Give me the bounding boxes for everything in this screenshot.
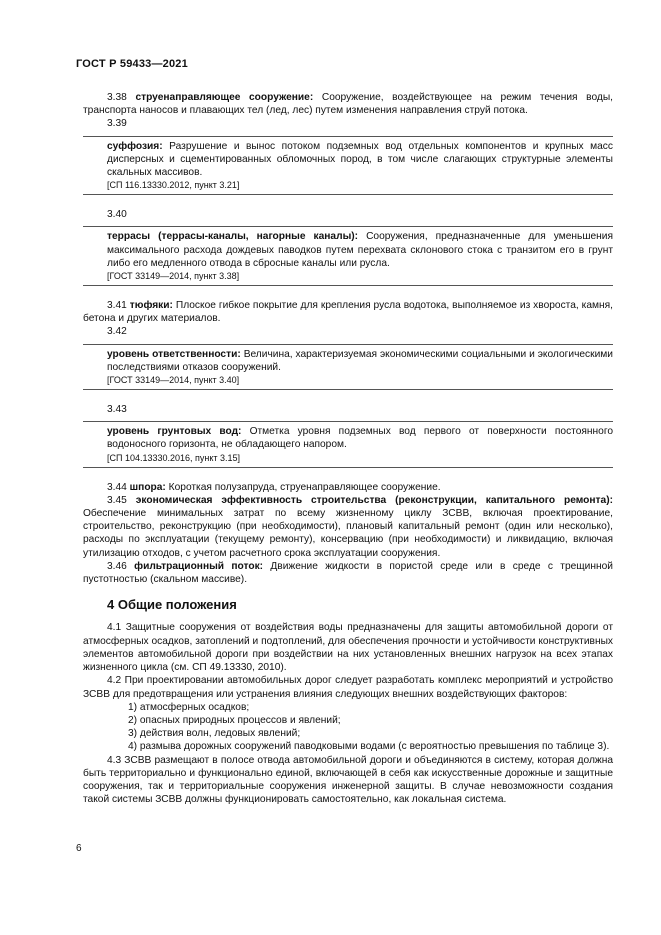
term-3-38 bbox=[83, 91, 613, 117]
term-definition: Короткая полузапруда, струенаправляющее сооружение. bbox=[168, 481, 441, 493]
term-source: [ГОСТ 33149—2014, пункт 3.38] bbox=[107, 271, 240, 282]
term-definition: Движение жидкости в пористой среде или в среде с трещинной пустотностью (скальном массиве). bbox=[83, 560, 613, 586]
term-number-3-42: 3.42 bbox=[107, 326, 127, 338]
term-number: 3.44 bbox=[107, 481, 127, 493]
paragraph-4-3: 4.3 ЗСВВ размещают в полосе отвода автомобильной дороги и объединяются в систему, которая должна быть территориально и функционально единой, включающей в себя как искусственные дорожные и защитные сооружения, так и территориальные сооружения инженерной защиты. В случае невозможности создания такой системы ЗСВВ должны функционировать самостоятельно, как локальная система. bbox=[83, 754, 613, 806]
term-name: уровень ответственности: bbox=[107, 348, 241, 360]
paragraph-4-1: 4.1 Защитные сооружения от воздействия воды предназначены для защиты автомобильной дороги от атмосферных осадков, затоплений и подтоплений, для обеспечения прочности и устойчивости конструктивных элементов автомобильной дороги при воздействии на них установленных внешних нагрузок на всех этапах жизненного цикла (см. СП 49.13330, 2010). bbox=[83, 622, 613, 674]
section-heading: 4 Общие положения bbox=[107, 597, 237, 613]
term-name: струенаправляющее сооружение: bbox=[135, 92, 314, 103]
term-name: уровень грунтовых вод: bbox=[107, 426, 242, 438]
term-box-3-42 bbox=[83, 344, 613, 390]
document-header: ГОСТ Р 59433—2021 bbox=[76, 58, 188, 70]
list-item: 2) опасных природных процессов и явлений; bbox=[128, 714, 341, 726]
list-item: 4) размыва дорожных сооружений паводковыми водами (с вероятностью превышения по таблице 3). bbox=[128, 741, 610, 753]
term-definition: Сооружения, предназначенные для уменьшения максимального расхода дождевых паводков путем перехвата склонового стока с транзитом его в грунт либо его медленного отвода в сбросные каналы или русла. bbox=[107, 231, 613, 269]
list-item: 1) атмосферных осадков; bbox=[128, 701, 250, 713]
term-number-3-40: 3.40 bbox=[107, 209, 127, 221]
term-3-45 bbox=[83, 494, 613, 560]
term-definition: Разрушение и вынос потоком подземных вод отдельных компонентов и крупных масс дисперсных и сцементированных обломочных пород, в том числе слагающих структурные элементы скальных массивов. bbox=[107, 140, 613, 179]
term-3-44 bbox=[83, 481, 613, 494]
term-name: шпора: bbox=[129, 481, 166, 493]
term-name: террасы (террасы-каналы, нагорные каналы): bbox=[107, 231, 359, 243]
term-definition: Сооружение, воздействующее на режим течения воды, транспорта наносов и плавающих тел (лед, лес) путем изменения направления струй потока. bbox=[83, 92, 613, 117]
list-item: 3) действия волн, ледовых явлений; bbox=[128, 728, 301, 740]
term-box-3-39 bbox=[83, 136, 613, 196]
term-3-41 bbox=[83, 299, 613, 325]
term-number-3-43: 3.43 bbox=[107, 404, 127, 416]
term-source: [СП 116.13330.2012, пункт 3.21] bbox=[107, 180, 240, 191]
term-number-3-39: 3.39 bbox=[107, 118, 127, 130]
page-number: 6 bbox=[76, 843, 82, 854]
term-name: экономическая эффективность строительства (реконструкции, капитального ремонта): bbox=[135, 494, 613, 506]
page-content bbox=[83, 91, 613, 806]
term-box-3-43 bbox=[83, 421, 613, 467]
term-box-3-40 bbox=[83, 226, 613, 286]
term-definition: Величина, характеризуемая экономическими социальными и экологическими последствиями отказов сооружений. bbox=[107, 348, 613, 373]
term-number: 3.41 bbox=[107, 300, 127, 312]
term-number: 3.45 bbox=[107, 494, 127, 506]
term-number: 3.38 bbox=[107, 92, 127, 103]
term-name: фильтрационный поток: bbox=[134, 560, 264, 572]
term-number: 3.46 bbox=[107, 560, 127, 572]
paragraph-4-2: 4.2 При проектировании автомобильных дорог следует разработать комплекс мероприятий и устройство ЗСВВ для предотвращения или устранения влияния следующих внешних воздействующих факторов: bbox=[83, 675, 613, 700]
term-name: тюфяки: bbox=[129, 300, 173, 312]
term-source: [СП 104.13330.2016, пункт 3.15] bbox=[107, 452, 241, 463]
term-3-46 bbox=[83, 560, 613, 586]
term-definition: Плоское гибкое покрытие для крепления русла водотока, выполняемое из хвороста, камня, бетона и других материалов. bbox=[83, 300, 613, 325]
term-definition: Обеспечение минимальных затрат по всему жизненному циклу ЗСВВ, включая проектирование, строительство, реконструкцию (при необходимости), плановый капитальный ремонт (один или несколько), расходы по эксплуатации (текущему ремонту), консервацию (при необходимости) и ликвидацию, включая утилизацию отходов, с учетом расчетного срока эксплуатации сооружения. bbox=[83, 508, 613, 559]
term-source: [ГОСТ 33149—2014, пункт 3.40] bbox=[107, 375, 240, 386]
term-name: суффозия: bbox=[107, 140, 163, 152]
term-definition: Отметка уровня подземных вод первого от поверхности постоянного водоносного горизонта, не обладающего напором. bbox=[107, 426, 613, 451]
